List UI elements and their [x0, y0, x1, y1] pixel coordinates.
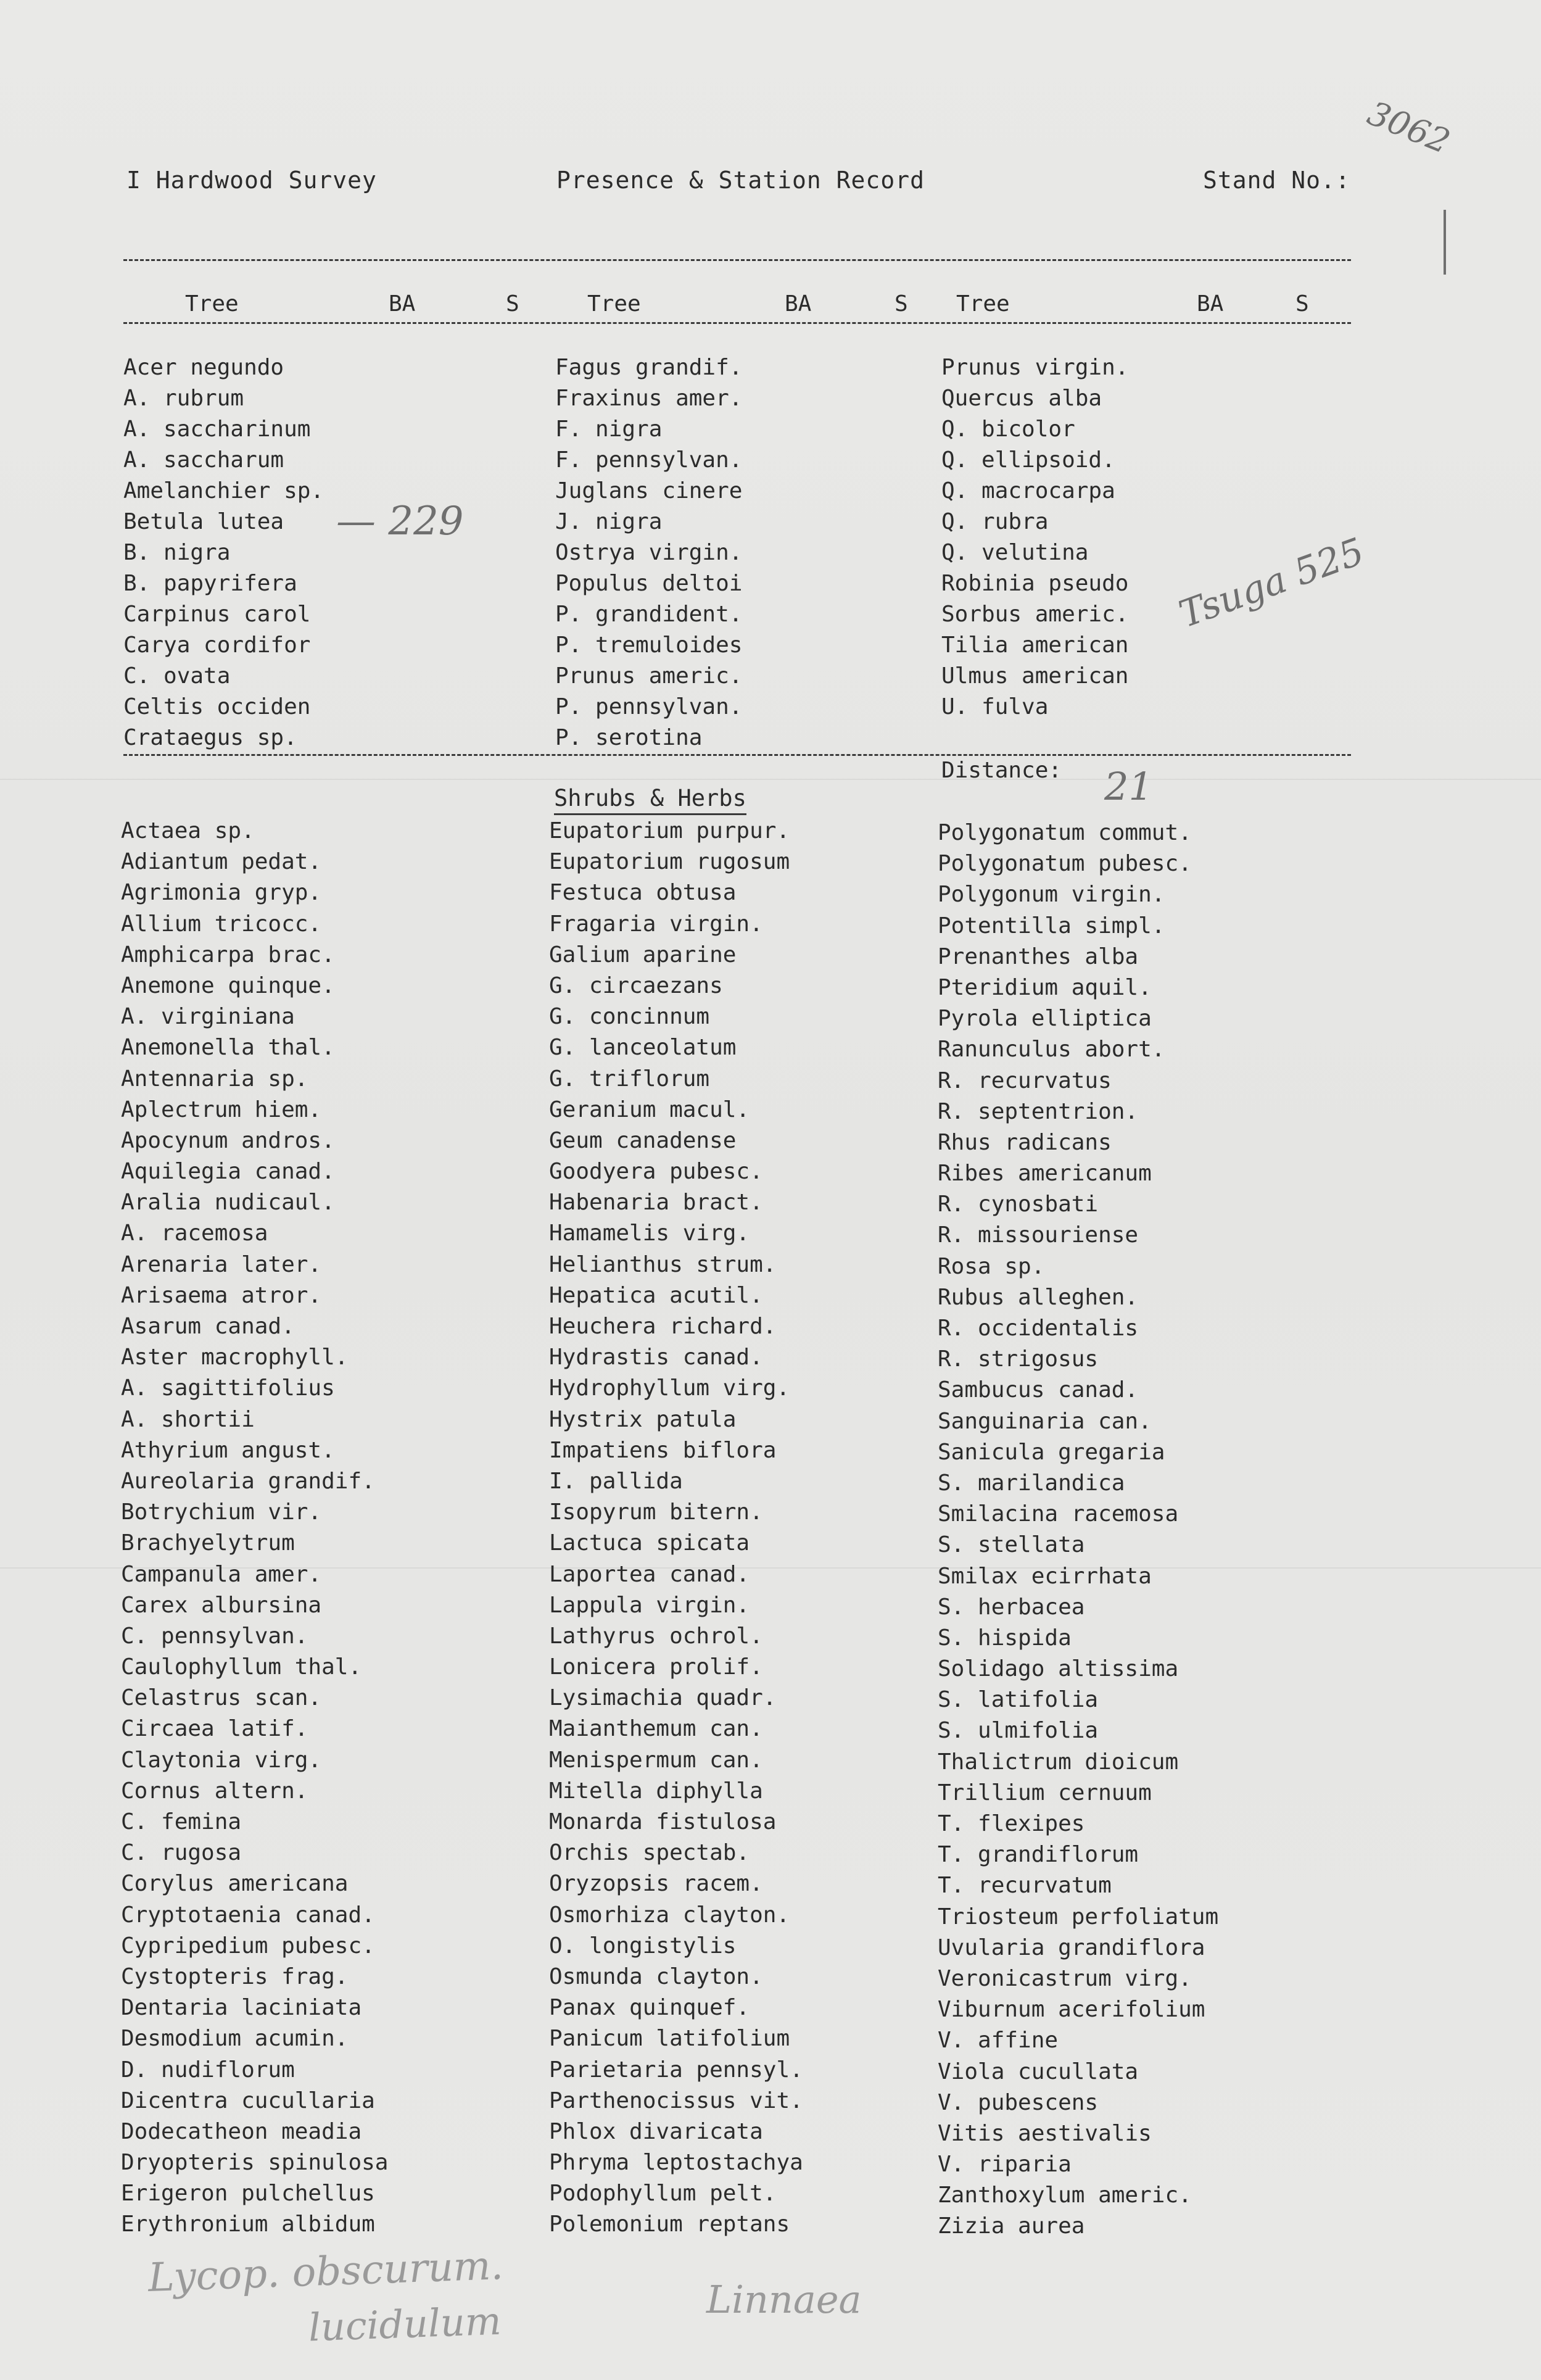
list-item: B. papyrifera	[123, 571, 297, 596]
list-item: R. missouriense	[938, 1222, 1139, 1248]
list-item: Thalictrum dioicum	[938, 1749, 1179, 1775]
list-item: Actaea sp.	[121, 818, 255, 844]
list-item: Sorbus americ.	[941, 602, 1129, 627]
list-item: Eupatorium rugosum	[549, 849, 790, 875]
list-item: Erigeron pulchellus	[121, 2181, 375, 2207]
list-item: Ostrya virgin.	[555, 540, 743, 565]
list-item: Circaea latif.	[121, 1716, 308, 1742]
list-item: Populus deltoi	[555, 571, 743, 596]
col-header-tree-2: Tree	[587, 291, 641, 317]
top-divider	[123, 259, 1351, 261]
list-item: Corylus americana	[121, 1871, 349, 1897]
tree-column-2	[555, 352, 742, 753]
list-item: V. pubescens	[938, 2089, 1099, 2115]
list-item: A. racemosa	[121, 1221, 268, 1246]
list-item: Osmorhiza clayton.	[549, 1902, 790, 1928]
list-item: Hepatica acutil.	[549, 1282, 763, 1308]
list-item: G. concinnum	[549, 1004, 710, 1030]
list-item: Isopyrum bitern.	[549, 1499, 763, 1525]
shrubs-herbs-title: Shrubs & Herbs	[554, 784, 746, 815]
list-item: Viburnum acerifolium	[938, 1997, 1205, 2023]
section-divider	[123, 754, 1351, 756]
list-item: G. circaezans	[549, 972, 723, 998]
list-item: Celtis occiden	[123, 694, 311, 719]
list-item: R. cynosbati	[938, 1192, 1099, 1217]
list-item: Sanicula gregaria	[938, 1439, 1165, 1465]
list-item: Ranunculus abort.	[938, 1037, 1165, 1063]
list-item: Fraxinus amer.	[555, 386, 743, 411]
list-item: A. saccharinum	[123, 417, 311, 442]
list-item: Helianthus strum.	[549, 1251, 777, 1277]
list-item: Geranium macul.	[549, 1097, 750, 1122]
list-item: Habenaria bract.	[549, 1190, 763, 1216]
list-item: Lathyrus ochrol.	[549, 1623, 763, 1649]
list-item: Campanula amer.	[121, 1561, 322, 1587]
list-item: Prunus virgin.	[941, 355, 1129, 380]
list-item: Cystopteris frag.	[121, 1963, 349, 1989]
list-item: Panicum latifolium	[549, 2026, 790, 2052]
list-item: Veronicastrum virg.	[938, 1965, 1192, 1991]
list-item: U. fulva	[941, 694, 1049, 719]
list-item: Brachyelytrum	[121, 1530, 295, 1556]
handwritten-tick-mark	[1444, 210, 1446, 275]
handwritten-note-betula: — 229	[336, 499, 464, 544]
list-item: Juglans cinere	[555, 478, 743, 504]
list-item: Aquilegia canad.	[121, 1159, 335, 1185]
list-item: Betula lutea	[123, 509, 284, 534]
list-item: Triosteum perfoliatum	[938, 1904, 1219, 1930]
list-item: Hamamelis virg.	[549, 1221, 750, 1246]
list-item: A. saccharum	[123, 447, 284, 473]
list-item: S. ulmifolia	[938, 1718, 1099, 1744]
distance-label: Distance:	[941, 758, 1062, 783]
list-item: D. nudiflorum	[121, 2057, 295, 2083]
header-underline	[123, 322, 1351, 324]
list-item: Q. macrocarpa	[941, 478, 1115, 504]
list-item: Goodyera pubesc.	[549, 1159, 763, 1185]
list-item: C. femina	[121, 1809, 242, 1835]
list-item: Q. rubra	[941, 509, 1049, 534]
list-item: Galium aparine	[549, 942, 737, 968]
list-item: Festuca obtusa	[549, 880, 737, 906]
list-item: Arisaema atror.	[121, 1282, 322, 1308]
list-item: Aplectrum hiem.	[121, 1097, 322, 1122]
list-item: V. affine	[938, 2028, 1059, 2054]
list-item: Maianthemum can.	[549, 1716, 763, 1742]
handwritten-note-bottom-2: lucidulum	[307, 2298, 502, 2350]
list-item: Solidago altissima	[938, 1656, 1179, 1682]
list-item: P. serotina	[555, 725, 703, 750]
list-item: A. rubrum	[123, 386, 244, 411]
list-item: F. nigra	[555, 417, 663, 442]
list-item: F. pennsylvan.	[555, 447, 743, 473]
list-item: Smilacina racemosa	[938, 1501, 1179, 1527]
list-item: Desmodium acumin.	[121, 2026, 349, 2052]
list-item: Parietaria pennsyl.	[549, 2057, 803, 2083]
list-item: Carpinus carol	[123, 602, 311, 627]
list-item: Aster macrophyll.	[121, 1345, 349, 1370]
list-item: Celastrus scan.	[121, 1685, 322, 1711]
list-item: Impatiens biflora	[549, 1437, 777, 1463]
list-item: Mitella diphylla	[549, 1778, 763, 1804]
list-item: S. hispida	[938, 1625, 1072, 1651]
list-item: Dryopteris spinulosa	[121, 2150, 389, 2176]
record-title: Presence & Station Record	[556, 167, 925, 194]
list-item: Anemonella thal.	[121, 1035, 335, 1061]
list-item: Fragaria virgin.	[549, 911, 763, 937]
list-item: Podophyllum pelt.	[549, 2181, 777, 2207]
list-item: Caulophyllum thal.	[121, 1654, 362, 1680]
handwritten-note-bottom-1: Lycop. obscurum.	[147, 2242, 504, 2302]
list-item: Heuchera richard.	[549, 1314, 777, 1339]
list-item: Hydrastis canad.	[549, 1345, 763, 1370]
list-item: Uvularia grandiflora	[938, 1934, 1205, 1960]
col-header-ba-1: BA	[389, 291, 416, 317]
list-item: Geum canadense	[549, 1127, 737, 1153]
list-item: Lappula virgin.	[549, 1592, 750, 1618]
col-header-s-2: S	[894, 291, 908, 317]
tree-column-3	[941, 352, 1128, 723]
shrubs-herbs-column-2	[549, 816, 803, 2241]
col-header-ba-3: BA	[1197, 291, 1224, 317]
tree-table-header	[123, 276, 1351, 326]
list-item: Pteridium aquil.	[938, 974, 1152, 1000]
handwritten-stand-number: 3062	[1362, 93, 1456, 162]
paper-fold	[0, 779, 1541, 780]
list-item: O. longistylis	[549, 1933, 737, 1959]
list-item: A. shortii	[121, 1406, 255, 1432]
list-item: Viola cucullata	[938, 2059, 1139, 2084]
list-item: T. grandiflorum	[938, 1842, 1139, 1868]
list-item: S. marilandica	[938, 1470, 1125, 1496]
list-item: A. sagittifolius	[121, 1375, 335, 1401]
list-item: R. recurvatus	[938, 1068, 1112, 1093]
list-item: Ribes americanum	[938, 1161, 1152, 1187]
list-item: Polygonatum pubesc.	[938, 851, 1192, 877]
list-item: V. riparia	[938, 2152, 1072, 2178]
list-item: B. nigra	[123, 540, 231, 565]
list-item: Carex albursina	[121, 1592, 322, 1618]
col-header-tree-3: Tree	[956, 291, 1010, 317]
list-item: Monarda fistulosa	[549, 1809, 777, 1835]
list-item: S. latifolia	[938, 1687, 1099, 1713]
list-item: I. pallida	[549, 1468, 683, 1494]
list-item: Apocynum andros.	[121, 1127, 335, 1153]
list-item: Prenanthes alba	[938, 943, 1139, 969]
list-item: R. strigosus	[938, 1346, 1099, 1372]
list-item: Erythronium albidum	[121, 2212, 375, 2237]
list-item: Antennaria sp.	[121, 1066, 308, 1092]
col-header-s-3: S	[1295, 291, 1309, 317]
col-header-s-1: S	[506, 291, 519, 317]
list-item: Trillium cernuum	[938, 1780, 1152, 1806]
list-item: G. lanceolatum	[549, 1035, 737, 1061]
list-item: Lactuca spicata	[549, 1530, 750, 1556]
list-item: P. tremuloides	[555, 632, 743, 658]
shrubs-herbs-column-3	[938, 818, 1218, 2242]
list-item: Rhus radicans	[938, 1129, 1112, 1155]
list-item: T. recurvatum	[938, 1873, 1112, 1899]
stand-number-label: Stand No.:	[1203, 167, 1350, 194]
list-item: Prunus americ.	[555, 663, 743, 689]
list-item: Hystrix patula	[549, 1406, 737, 1432]
list-item: Botrychium vir.	[121, 1499, 322, 1525]
list-item: Parthenocissus vit.	[549, 2088, 803, 2113]
list-item: Arenaria later.	[121, 1251, 322, 1277]
handwritten-note-tsuga: Tsuga 525	[1173, 529, 1370, 637]
list-item: Polygonatum commut.	[938, 820, 1192, 845]
handwritten-note-bottom-3: Linnaea	[706, 2277, 862, 2322]
list-item: Lysimachia quadr.	[549, 1685, 777, 1711]
list-item: Osmunda clayton.	[549, 1963, 763, 1989]
list-item: Rosa sp.	[938, 1253, 1045, 1279]
list-item: Oryzopsis racem.	[549, 1871, 763, 1897]
list-item: Ulmus american	[941, 663, 1129, 689]
list-item: Crataegus sp.	[123, 725, 297, 750]
list-item: S. herbacea	[938, 1594, 1085, 1620]
list-item: Quercus alba	[941, 386, 1102, 411]
list-item: Q. ellipsoid.	[941, 447, 1115, 473]
list-item: Hydrophyllum virg.	[549, 1375, 790, 1401]
list-item: S. stellata	[938, 1532, 1085, 1558]
tree-column-1	[123, 352, 324, 753]
list-item: J. nigra	[555, 509, 663, 534]
list-item: C. rugosa	[121, 1840, 242, 1866]
list-item: Zizia aurea	[938, 2213, 1085, 2239]
list-item: Robinia pseudo	[941, 571, 1129, 596]
list-item: Phlox divaricata	[549, 2118, 763, 2144]
list-item: P. grandident.	[555, 602, 743, 627]
list-item: G. triflorum	[549, 1066, 710, 1092]
list-item: Acer negundo	[123, 355, 284, 380]
list-item: Adiantum pedat.	[121, 849, 322, 875]
list-item: Allium tricocc.	[121, 911, 322, 937]
list-item: Potentilla simpl.	[938, 913, 1165, 939]
survey-title: I Hardwood Survey	[126, 167, 377, 194]
list-item: Cryptotaenia canad.	[121, 1902, 375, 1928]
list-item: Dentaria laciniata	[121, 1995, 362, 2021]
list-item: Tilia american	[941, 632, 1129, 658]
list-item: R. occidentalis	[938, 1316, 1139, 1341]
list-item: Cornus altern.	[121, 1778, 308, 1804]
list-item: Athyrium angust.	[121, 1437, 335, 1463]
list-item: Q. velutina	[941, 540, 1089, 565]
list-item: Dodecatheon meadia	[121, 2118, 362, 2144]
list-item: Q. bicolor	[941, 417, 1075, 442]
list-item: Polemonium reptans	[549, 2212, 790, 2237]
list-item: Panax quinquef.	[549, 1995, 750, 2021]
list-item: Polygonum virgin.	[938, 882, 1165, 908]
list-item: Sambucus canad.	[938, 1377, 1139, 1403]
list-item: Agrimonia gryp.	[121, 880, 322, 906]
list-item: R. septentrion.	[938, 1098, 1139, 1124]
list-item: T. flexipes	[938, 1811, 1085, 1836]
list-item: C. pennsylvan.	[121, 1623, 308, 1649]
list-item: Vitis aestivalis	[938, 2120, 1152, 2146]
list-item: A. virginiana	[121, 1004, 295, 1030]
list-item: Cypripedium pubesc.	[121, 1933, 375, 1959]
list-item: Zanthoxylum americ.	[938, 2183, 1192, 2208]
list-item: Smilax ecirrhata	[938, 1563, 1152, 1589]
list-item: Laportea canad.	[549, 1561, 750, 1587]
list-item: C. ovata	[123, 663, 231, 689]
list-item: Carya cordifor	[123, 632, 311, 658]
list-item: Phryma leptostachya	[549, 2150, 803, 2176]
list-item: Claytonia virg.	[121, 1747, 322, 1773]
list-item: Aureolaria grandif.	[121, 1468, 375, 1494]
list-item: Aralia nudicaul.	[121, 1190, 335, 1216]
list-item: Amphicarpa brac.	[121, 942, 335, 968]
list-item: Dicentra cucullaria	[121, 2088, 375, 2113]
list-item: Pyrola elliptica	[938, 1006, 1152, 1032]
list-item: Rubus alleghen.	[938, 1284, 1139, 1310]
list-item: Lonicera prolif.	[549, 1654, 763, 1680]
list-item: Asarum canad.	[121, 1314, 295, 1339]
col-header-ba-2: BA	[785, 291, 812, 317]
list-item: Amelanchier sp.	[123, 478, 324, 504]
list-item: Anemone quinque.	[121, 972, 335, 998]
handwritten-distance-value: 21	[1104, 764, 1153, 809]
list-item: Eupatorium purpur.	[549, 818, 790, 844]
shrubs-herbs-column-1	[121, 816, 388, 2241]
list-item: Menispermum can.	[549, 1747, 763, 1773]
col-header-tree-1: Tree	[185, 291, 239, 317]
list-item: P. pennsylvan.	[555, 694, 743, 719]
list-item: Sanguinaria can.	[938, 1408, 1152, 1434]
list-item: Fagus grandif.	[555, 355, 743, 380]
list-item: Orchis spectab.	[549, 1840, 750, 1866]
